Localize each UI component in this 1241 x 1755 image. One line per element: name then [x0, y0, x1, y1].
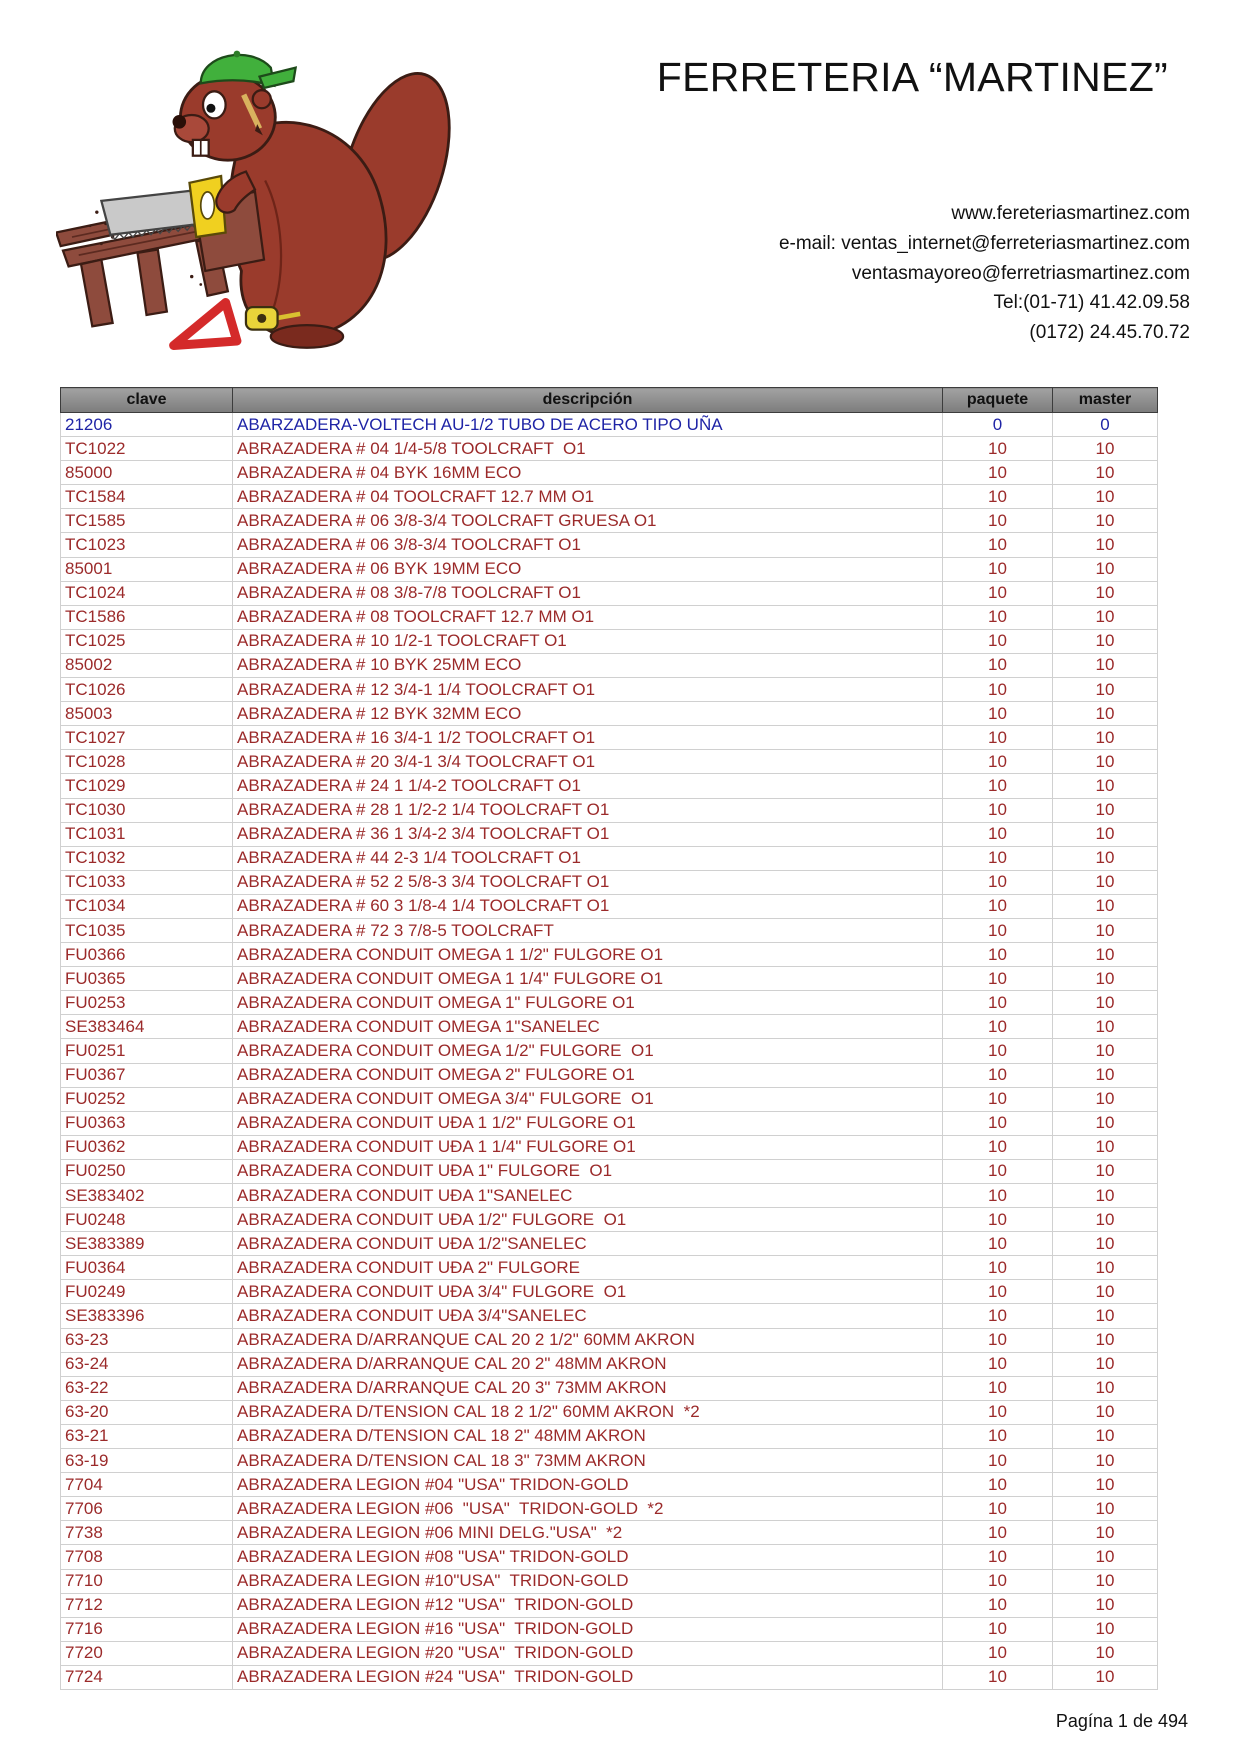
cell-clave: TC1026	[61, 678, 233, 702]
table-row	[61, 653, 1158, 677]
cell-clave: 85003	[61, 702, 233, 726]
cell-clave: 63-22	[61, 1376, 233, 1400]
cell-clave: FU0249	[61, 1280, 233, 1304]
table-row	[61, 894, 1158, 918]
table-row	[61, 1400, 1158, 1424]
cell-clave: TC1027	[61, 726, 233, 750]
cell-master: 10	[1053, 1135, 1158, 1159]
cell-descripcion: ABRAZADERA # 20 3/4-1 3/4 TOOLCRAFT O1	[233, 750, 943, 774]
column-header-clave: clave	[61, 388, 233, 413]
cell-descripcion: ABRAZADERA # 04 TOOLCRAFT 12.7 MM O1	[233, 485, 943, 509]
cell-clave: SE383389	[61, 1232, 233, 1256]
cell-master: 10	[1053, 726, 1158, 750]
cell-master: 10	[1053, 1280, 1158, 1304]
table-row	[61, 967, 1158, 991]
cell-paquete: 10	[943, 629, 1053, 653]
table-row	[61, 991, 1158, 1015]
cell-paquete: 10	[943, 846, 1053, 870]
cell-descripcion: ABRAZADERA CONDUIT OMEGA 1"SANELEC	[233, 1015, 943, 1039]
beaver-foot	[271, 325, 343, 348]
cell-master: 10	[1053, 1352, 1158, 1376]
cell-descripcion: ABRAZADERA # 72 3 7/8-5 TOOLCRAFT	[233, 918, 943, 942]
cell-paquete: 10	[943, 750, 1053, 774]
column-header-paquete: paquete	[943, 388, 1053, 413]
cell-paquete: 10	[943, 1352, 1053, 1376]
cell-master: 10	[1053, 846, 1158, 870]
cell-master: 10	[1053, 581, 1158, 605]
table-row	[61, 1280, 1158, 1304]
cell-master: 10	[1053, 485, 1158, 509]
cell-descripcion: ABRAZADERA CONDUIT OMEGA 1" FULGORE O1	[233, 991, 943, 1015]
cell-clave: 7710	[61, 1569, 233, 1593]
cell-master: 10	[1053, 967, 1158, 991]
cell-master: 10	[1053, 702, 1158, 726]
cell-master: 10	[1053, 822, 1158, 846]
cell-clave: FU0363	[61, 1111, 233, 1135]
cell-descripcion: ABRAZADERA CONDUIT UĐA 1" FULGORE O1	[233, 1159, 943, 1183]
cell-clave: TC1584	[61, 485, 233, 509]
cell-descripcion: ABRAZADERA # 10 BYK 25MM ECO	[233, 653, 943, 677]
table-row	[61, 1232, 1158, 1256]
table-row	[61, 798, 1158, 822]
cell-clave: FU0364	[61, 1256, 233, 1280]
column-header-descripcion: descripción	[233, 388, 943, 413]
cell-master: 10	[1053, 1569, 1158, 1593]
cell-clave: 63-19	[61, 1449, 233, 1473]
cell-clave: 63-24	[61, 1352, 233, 1376]
cell-descripcion: ABRAZADERA # 06 BYK 19MM ECO	[233, 557, 943, 581]
cell-master: 10	[1053, 1617, 1158, 1641]
cell-paquete: 0	[943, 413, 1053, 437]
cell-descripcion: ABRAZADERA # 44 2-3 1/4 TOOLCRAFT O1	[233, 846, 943, 870]
cell-paquete: 10	[943, 1087, 1053, 1111]
table-row	[61, 509, 1158, 533]
cell-paquete: 10	[943, 581, 1053, 605]
cell-descripcion: ABRAZADERA # 10 1/2-1 TOOLCRAFT O1	[233, 629, 943, 653]
table-row	[61, 1184, 1158, 1208]
cell-descripcion: ABRAZADERA CONDUIT OMEGA 1 1/4" FULGORE O1	[233, 967, 943, 991]
cell-clave: TC1031	[61, 822, 233, 846]
cell-paquete: 10	[943, 557, 1053, 581]
cell-master: 10	[1053, 509, 1158, 533]
cell-descripcion: ABRAZADERA # 12 3/4-1 1/4 TOOLCRAFT O1	[233, 678, 943, 702]
cell-clave: SE383402	[61, 1184, 233, 1208]
cell-clave: TC1585	[61, 509, 233, 533]
cell-paquete: 10	[943, 1641, 1053, 1665]
table-row	[61, 1473, 1158, 1497]
email-wholesale-link[interactable]: ventasmayoreo@ferretriasmartinez.com	[851, 262, 1190, 284]
cell-clave: TC1023	[61, 533, 233, 557]
table-row	[61, 943, 1158, 967]
cell-clave: TC1022	[61, 437, 233, 461]
cell-master: 10	[1053, 461, 1158, 485]
table-row	[61, 1424, 1158, 1448]
cell-clave: TC1025	[61, 629, 233, 653]
table-row	[61, 485, 1158, 509]
cell-master: 10	[1053, 557, 1158, 581]
cell-paquete: 10	[943, 1497, 1053, 1521]
cell-clave: FU0362	[61, 1135, 233, 1159]
table-row	[61, 846, 1158, 870]
table-row	[61, 1665, 1158, 1689]
cell-paquete: 10	[943, 991, 1053, 1015]
table-row	[61, 581, 1158, 605]
cell-master: 10	[1053, 1449, 1158, 1473]
cell-clave: 7704	[61, 1473, 233, 1497]
page-number: Pagína 1 de 494	[1055, 1711, 1188, 1731]
table-row	[61, 1376, 1158, 1400]
cell-clave: SE383396	[61, 1304, 233, 1328]
cell-master: 10	[1053, 629, 1158, 653]
table-row	[61, 1617, 1158, 1641]
cell-descripcion: ABRAZADERA # 08 TOOLCRAFT 12.7 MM O1	[233, 605, 943, 629]
cell-paquete: 10	[943, 870, 1053, 894]
cell-paquete: 10	[943, 1304, 1053, 1328]
table-row	[61, 1328, 1158, 1352]
cell-paquete: 10	[943, 605, 1053, 629]
cell-clave: 63-23	[61, 1328, 233, 1352]
cell-paquete: 10	[943, 1593, 1053, 1617]
cell-descripcion: ABRAZADERA # 08 3/8-7/8 TOOLCRAFT O1	[233, 581, 943, 605]
cell-descripcion: ABRAZADERA CONDUIT UĐA 1"SANELEC	[233, 1184, 943, 1208]
cell-descripcion: ABRAZADERA LEGION #04 "USA" TRIDON-GOLD	[233, 1473, 943, 1497]
cell-clave: FU0253	[61, 991, 233, 1015]
cell-clave: 7712	[61, 1593, 233, 1617]
table-row	[61, 461, 1158, 485]
table-row	[61, 1593, 1158, 1617]
cell-descripcion: ABRAZADERA D/ARRANQUE CAL 20 3" 73MM AKRON	[233, 1376, 943, 1400]
cell-clave: 7724	[61, 1665, 233, 1689]
table-row	[61, 1015, 1158, 1039]
phone-secondary: (0172) 24.45.70.72	[1029, 322, 1190, 344]
cell-master: 10	[1053, 1063, 1158, 1087]
table-row	[61, 774, 1158, 798]
table-row	[61, 1497, 1158, 1521]
cell-clave: 85001	[61, 557, 233, 581]
cell-paquete: 10	[943, 1063, 1053, 1087]
cell-paquete: 10	[943, 726, 1053, 750]
cell-clave: TC1033	[61, 870, 233, 894]
cell-paquete: 10	[943, 461, 1053, 485]
table-row	[61, 1545, 1158, 1569]
cell-clave: TC1034	[61, 894, 233, 918]
cell-master: 10	[1053, 774, 1158, 798]
cell-paquete: 10	[943, 1232, 1053, 1256]
cell-descripcion: ABRAZADERA CONDUIT OMEGA 1 1/2" FULGORE O1	[233, 943, 943, 967]
saw-icon	[101, 176, 225, 239]
cell-descripcion: ABRAZADERA CONDUIT UĐA 3/4" FULGORE O1	[233, 1280, 943, 1304]
cell-descripcion: ABRAZADERA LEGION #20 "USA" TRIDON-GOLD	[233, 1641, 943, 1665]
cell-paquete: 10	[943, 1400, 1053, 1424]
cell-descripcion: ABRAZADERA CONDUIT UĐA 1/2"SANELEC	[233, 1232, 943, 1256]
cell-master: 10	[1053, 533, 1158, 557]
cell-clave: FU0366	[61, 943, 233, 967]
cell-descripcion: ABRAZADERA # 06 3/8-3/4 TOOLCRAFT GRUESA O1	[233, 509, 943, 533]
table-row	[61, 413, 1158, 437]
table-row	[61, 1087, 1158, 1111]
cell-paquete: 10	[943, 774, 1053, 798]
cell-paquete: 10	[943, 1256, 1053, 1280]
cell-descripcion: ABRAZADERA LEGION #10"USA" TRIDON-GOLD	[233, 1569, 943, 1593]
table-row	[61, 1135, 1158, 1159]
cell-paquete: 10	[943, 1280, 1053, 1304]
table-row	[61, 1304, 1158, 1328]
cell-paquete: 10	[943, 918, 1053, 942]
cell-clave: TC1029	[61, 774, 233, 798]
cell-descripcion: ABRAZADERA CONDUIT UĐA 1 1/2" FULGORE O1	[233, 1111, 943, 1135]
website-link[interactable]: www.fereteriasmartinez.com	[951, 203, 1190, 224]
cell-descripcion: ABRAZADERA # 36 1 3/4-2 3/4 TOOLCRAFT O1	[233, 822, 943, 846]
cell-master: 10	[1053, 1665, 1158, 1689]
cell-master: 10	[1053, 1232, 1158, 1256]
column-header-master: master	[1053, 388, 1158, 413]
table-row	[61, 629, 1158, 653]
cell-master: 0	[1053, 413, 1158, 437]
page-title: FERRETERIA “MARTINEZ”	[656, 54, 1168, 100]
cell-paquete: 10	[943, 1184, 1053, 1208]
cell-master: 10	[1053, 870, 1158, 894]
cell-descripcion: ABRAZADERA CONDUIT UĐA 3/4"SANELEC	[233, 1304, 943, 1328]
beaver-head	[173, 74, 276, 160]
cell-descripcion: ABRAZADERA LEGION #06 "USA" TRIDON-GOLD *2	[233, 1497, 943, 1521]
cell-paquete: 10	[943, 1328, 1053, 1352]
cell-clave: 21206	[61, 413, 233, 437]
cell-master: 10	[1053, 1424, 1158, 1448]
cell-descripcion: ABRAZADERA D/TENSION CAL 18 2 1/2" 60MM AKRON *2	[233, 1400, 943, 1424]
cell-clave: 85002	[61, 653, 233, 677]
cell-paquete: 10	[943, 894, 1053, 918]
cell-paquete: 10	[943, 509, 1053, 533]
cell-master: 10	[1053, 1328, 1158, 1352]
table-row	[61, 437, 1158, 461]
cell-clave: TC1032	[61, 846, 233, 870]
table-row	[61, 1256, 1158, 1280]
table-row	[61, 1521, 1158, 1545]
cell-master: 10	[1053, 1304, 1158, 1328]
table-body	[61, 413, 1158, 1690]
cell-paquete: 10	[943, 533, 1053, 557]
cell-descripcion: ABRAZADERA # 04 BYK 16MM ECO	[233, 461, 943, 485]
cell-master: 10	[1053, 1087, 1158, 1111]
cell-master: 10	[1053, 1208, 1158, 1232]
cell-descripcion: ABRAZADERA CONDUIT OMEGA 1/2" FULGORE O1	[233, 1039, 943, 1063]
cell-master: 10	[1053, 437, 1158, 461]
cell-master: 10	[1053, 1015, 1158, 1039]
cell-paquete: 10	[943, 1111, 1053, 1135]
cell-paquete: 10	[943, 1545, 1053, 1569]
cell-descripcion: ABRAZADERA # 12 BYK 32MM ECO	[233, 702, 943, 726]
cell-paquete: 10	[943, 822, 1053, 846]
table-row	[61, 918, 1158, 942]
cell-paquete: 10	[943, 653, 1053, 677]
cell-clave: FU0251	[61, 1039, 233, 1063]
cell-paquete: 10	[943, 1424, 1053, 1448]
cell-paquete: 10	[943, 437, 1053, 461]
cell-master: 10	[1053, 678, 1158, 702]
triangle-square-icon	[174, 303, 237, 346]
cell-paquete: 10	[943, 943, 1053, 967]
table-row	[61, 1449, 1158, 1473]
cell-clave: TC1028	[61, 750, 233, 774]
cell-master: 10	[1053, 1521, 1158, 1545]
table-row	[61, 605, 1158, 629]
cell-clave: FU0250	[61, 1159, 233, 1183]
cell-clave: TC1030	[61, 798, 233, 822]
table-row	[61, 1063, 1158, 1087]
table-row	[61, 1569, 1158, 1593]
cell-paquete: 10	[943, 1159, 1053, 1183]
cell-paquete: 10	[943, 1039, 1053, 1063]
cell-master: 10	[1053, 750, 1158, 774]
cell-paquete: 10	[943, 1135, 1053, 1159]
table-row	[61, 678, 1158, 702]
cell-clave: TC1586	[61, 605, 233, 629]
cell-descripcion: ABRAZADERA CONDUIT UĐA 1/2" FULGORE O1	[233, 1208, 943, 1232]
cell-descripcion: ABRAZADERA D/ARRANQUE CAL 20 2 1/2" 60MM AKRON	[233, 1328, 943, 1352]
table-row	[61, 750, 1158, 774]
table-row	[61, 1208, 1158, 1232]
cell-master: 10	[1053, 991, 1158, 1015]
table-row	[61, 1641, 1158, 1665]
cell-descripcion: ABRAZADERA # 16 3/4-1 1/2 TOOLCRAFT O1	[233, 726, 943, 750]
cell-master: 10	[1053, 894, 1158, 918]
cell-descripcion: ABRAZADERA # 52 2 5/8-3 3/4 TOOLCRAFT O1	[233, 870, 943, 894]
cell-master: 10	[1053, 1039, 1158, 1063]
cell-clave: 7738	[61, 1521, 233, 1545]
cell-clave: 7716	[61, 1617, 233, 1641]
cell-descripcion: ABRAZADERA LEGION #08 "USA" TRIDON-GOLD	[233, 1545, 943, 1569]
table-row	[61, 702, 1158, 726]
cell-clave: FU0248	[61, 1208, 233, 1232]
table-row	[61, 822, 1158, 846]
cell-descripcion: ABRAZADERA # 04 1/4-5/8 TOOLCRAFT O1	[233, 437, 943, 461]
contact-info	[779, 199, 1190, 348]
cell-clave: 63-21	[61, 1424, 233, 1448]
cell-clave: FU0365	[61, 967, 233, 991]
cell-paquete: 10	[943, 1376, 1053, 1400]
cell-descripcion: ABRAZADERA D/TENSION CAL 18 3" 73MM AKRON	[233, 1449, 943, 1473]
cell-clave: 7720	[61, 1641, 233, 1665]
cell-master: 10	[1053, 605, 1158, 629]
cell-descripcion: ABRAZADERA # 60 3 1/8-4 1/4 TOOLCRAFT O1	[233, 894, 943, 918]
cell-descripcion: ABRAZADERA # 06 3/8-3/4 TOOLCRAFT O1	[233, 533, 943, 557]
cell-descripcion: ABRAZADERA # 28 1 1/2-2 1/4 TOOLCRAFT O1	[233, 798, 943, 822]
cell-descripcion: ABRAZADERA CONDUIT UĐA 1 1/4" FULGORE O1	[233, 1135, 943, 1159]
cell-paquete: 10	[943, 702, 1053, 726]
cell-descripcion: ABRAZADERA D/TENSION CAL 18 2" 48MM AKRON	[233, 1424, 943, 1448]
table-row	[61, 557, 1158, 581]
table-header-row	[61, 388, 1158, 413]
phone-primary: Tel:(01-71) 41.42.09.58	[993, 292, 1190, 314]
cell-descripcion: ABRAZADERA LEGION #12 "USA" TRIDON-GOLD	[233, 1593, 943, 1617]
table-row	[61, 1159, 1158, 1183]
cell-descripcion: ABRAZADERA CONDUIT UĐA 2" FULGORE	[233, 1256, 943, 1280]
cell-clave: TC1035	[61, 918, 233, 942]
cell-master: 10	[1053, 1184, 1158, 1208]
cell-paquete: 10	[943, 1449, 1053, 1473]
cell-descripcion: ABRAZADERA CONDUIT OMEGA 3/4" FULGORE O1	[233, 1087, 943, 1111]
cell-master: 10	[1053, 653, 1158, 677]
cell-master: 10	[1053, 943, 1158, 967]
cell-paquete: 10	[943, 1208, 1053, 1232]
cell-paquete: 10	[943, 1015, 1053, 1039]
cell-master: 10	[1053, 918, 1158, 942]
cell-clave: FU0252	[61, 1087, 233, 1111]
cell-paquete: 10	[943, 798, 1053, 822]
table-row	[61, 533, 1158, 557]
cell-descripcion: ABRAZADERA LEGION #06 MINI DELG."USA" *2	[233, 1521, 943, 1545]
cell-paquete: 10	[943, 967, 1053, 991]
cell-master: 10	[1053, 798, 1158, 822]
cell-paquete: 10	[943, 1473, 1053, 1497]
cell-clave: TC1024	[61, 581, 233, 605]
cell-master: 10	[1053, 1376, 1158, 1400]
cell-descripcion: ABRAZADERA CONDUIT OMEGA 2" FULGORE O1	[233, 1063, 943, 1087]
cell-master: 10	[1053, 1641, 1158, 1665]
cell-master: 10	[1053, 1497, 1158, 1521]
cell-paquete: 10	[943, 485, 1053, 509]
email-sales-link[interactable]: e-mail: ventas_internet@ferreteriasmartinez.com	[778, 232, 1190, 254]
cell-clave: 7708	[61, 1545, 233, 1569]
cell-master: 10	[1053, 1159, 1158, 1183]
cell-clave: SE383464	[61, 1015, 233, 1039]
cell-master: 10	[1053, 1545, 1158, 1569]
cell-paquete: 10	[943, 1569, 1053, 1593]
table-row	[61, 726, 1158, 750]
cell-clave: FU0367	[61, 1063, 233, 1087]
cell-clave: 7706	[61, 1497, 233, 1521]
cell-descripcion: ABRAZADERA # 24 1 1/4-2 TOOLCRAFT O1	[233, 774, 943, 798]
table-row	[61, 1039, 1158, 1063]
cell-descripcion: ABRAZADERA LEGION #24 "USA" TRIDON-GOLD	[233, 1665, 943, 1689]
cell-master: 10	[1053, 1473, 1158, 1497]
beaver-logo	[56, 45, 463, 350]
table-row	[61, 1111, 1158, 1135]
cell-paquete: 10	[943, 1665, 1053, 1689]
cell-clave: 63-20	[61, 1400, 233, 1424]
cell-paquete: 10	[943, 1521, 1053, 1545]
table-row	[61, 1352, 1158, 1376]
cell-master: 10	[1053, 1111, 1158, 1135]
cell-descripcion: ABRAZADERA D/ARRANQUE CAL 20 2" 48MM AKRON	[233, 1352, 943, 1376]
cell-descripcion: ABRAZADERA LEGION #16 "USA" TRIDON-GOLD	[233, 1617, 943, 1641]
price-list-table	[60, 387, 1158, 1690]
cell-master: 10	[1053, 1256, 1158, 1280]
cell-descripcion: ABARZADERA-VOLTECH AU-1/2 TUBO DE ACERO TIPO UÑA	[233, 413, 943, 437]
cell-master: 10	[1053, 1400, 1158, 1424]
cell-paquete: 10	[943, 1617, 1053, 1641]
cell-paquete: 10	[943, 678, 1053, 702]
table-row	[61, 870, 1158, 894]
cell-master: 10	[1053, 1593, 1158, 1617]
cell-clave: 85000	[61, 461, 233, 485]
